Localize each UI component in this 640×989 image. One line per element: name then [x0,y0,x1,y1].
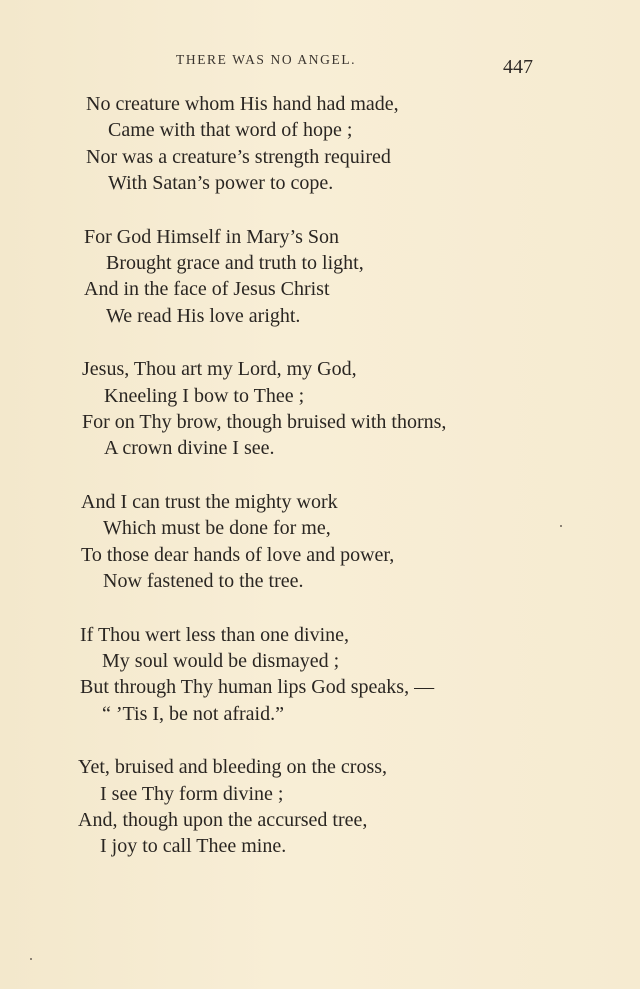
poem-line: Jesus, Thou art my Lord, my God, [82,358,357,381]
poem-line: We read His love aright. [106,304,301,327]
stanza-1 [0,91,640,197]
poem-line: A crown divine I see. [104,437,275,460]
stanza-3 [0,356,640,462]
stanza-2 [0,224,640,330]
poem-line: But through Thy human lips God speaks, — [80,676,435,699]
poem-line: Kneeling I bow to Thee ; [104,384,305,407]
stanza-4 [0,489,640,595]
poem-line: And in the face of Jesus Christ [84,278,330,301]
poem-line: Nor was a creature’s strength required [86,145,391,168]
poem-line: To those dear hands of love and power, [81,543,395,566]
poem-line: I see Thy form divine ; [100,782,284,805]
stanza-5 [0,622,640,728]
poem-line: Which must be done for me, [103,517,331,540]
poem-line: And, though upon the accursed tree, [78,808,368,831]
poem-line: “ ’Tis I, be not afraid.” [102,702,284,725]
poem-line: Yet, bruised and bleeding on the cross, [78,756,388,779]
paper-speck [560,525,562,527]
page-number: 447 [503,56,533,78]
poem-line: For on Thy brow, though bruised with thorns, [82,411,447,434]
poem-line: No creature whom His hand had made, [86,93,399,115]
running-title: THERE WAS NO ANGEL. [176,52,357,67]
poem-line: For God Himself in Mary’s Son [84,225,339,248]
poem-line: Came with that word of hope ; [108,119,353,142]
poem [0,91,640,887]
poem-line: With Satan’s power to cope. [108,172,334,195]
poem-line: If Thou wert less than one divine, [80,623,350,646]
paper-speck [30,958,32,960]
poem-line: My soul would be dismayed ; [102,649,340,672]
stanza-6 [0,754,640,860]
poem-line: Now fastened to the tree. [103,570,304,593]
poem-line: Brought grace and truth to light, [106,252,364,275]
poem-line: And I can trust the mighty work [81,490,338,513]
poem-line: I joy to call Thee mine. [100,835,287,858]
